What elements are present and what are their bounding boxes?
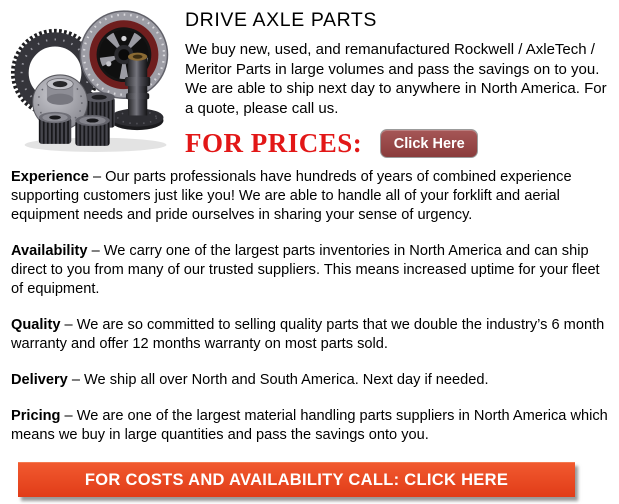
feature-label-experience: Experience: [11, 169, 89, 185]
splined-gear-right: [75, 115, 109, 146]
costs-availability-banner[interactable]: FOR COSTS AND AVAILABILITY CALL: CLICK HERE: [18, 462, 575, 497]
feature-label-availability: Availability: [11, 243, 88, 259]
feature-label-delivery: Delivery: [11, 372, 68, 388]
intro-paragraph: We buy new, used, and remanufactured Rockwell / AxleTech / Meritor Parts in large volumes and pass the savings on to you. We are able to ship next day to anywhere in North America. For a quote, please call us.: [185, 41, 607, 117]
feature-paragraph-experience: [11, 168, 609, 225]
feature-text-experience: – Our parts professionals have hundreds of years of combined experience supporting customers just like you! We are able to handle all of your forklift and aerial equipment needs and pride ourselves in sharing your sense of urgency.: [11, 169, 572, 223]
top-section: [0, 0, 619, 162]
feature-paragraphs: [0, 162, 619, 445]
feature-text-delivery: – We ship all over North and South America. Next day if needed.: [71, 372, 489, 388]
feature-label-quality: Quality: [11, 317, 61, 333]
feature-paragraph-availability: [11, 242, 609, 299]
for-prices-label: FOR PRICES:: [185, 128, 363, 158]
feature-text-pricing: – We are one of the largest material handling parts suppliers in North America which means we buy in large quantities and pass the savings onto you.: [11, 408, 608, 443]
top-right-column: [180, 0, 619, 162]
feature-text-availability: – We carry one of the largest parts inventories in North America and can ship direct to you from many of our trusted suppliers. This means increased uptime for your fleet of equipment.: [11, 243, 600, 297]
drive-axle-parts-image: [2, 4, 180, 156]
splined-gear-left: [39, 112, 71, 144]
feature-text-quality: – We are so committed to selling quality parts that we double the industry’s 6 month warranty and offer 12 months warranty on most parts sold.: [11, 317, 605, 352]
click-here-button[interactable]: Click Here: [380, 129, 478, 158]
page-title: DRIVE AXLE PARTS: [185, 9, 378, 31]
wheel-hub: [80, 11, 167, 98]
drive-axle-parts-illustration: [2, 4, 180, 156]
prices-row: [185, 128, 611, 159]
feature-paragraph-pricing: [11, 407, 609, 445]
feature-label-pricing: Pricing: [11, 408, 61, 424]
feature-paragraph-quality: [11, 316, 609, 354]
feature-paragraph-delivery: [11, 371, 609, 390]
